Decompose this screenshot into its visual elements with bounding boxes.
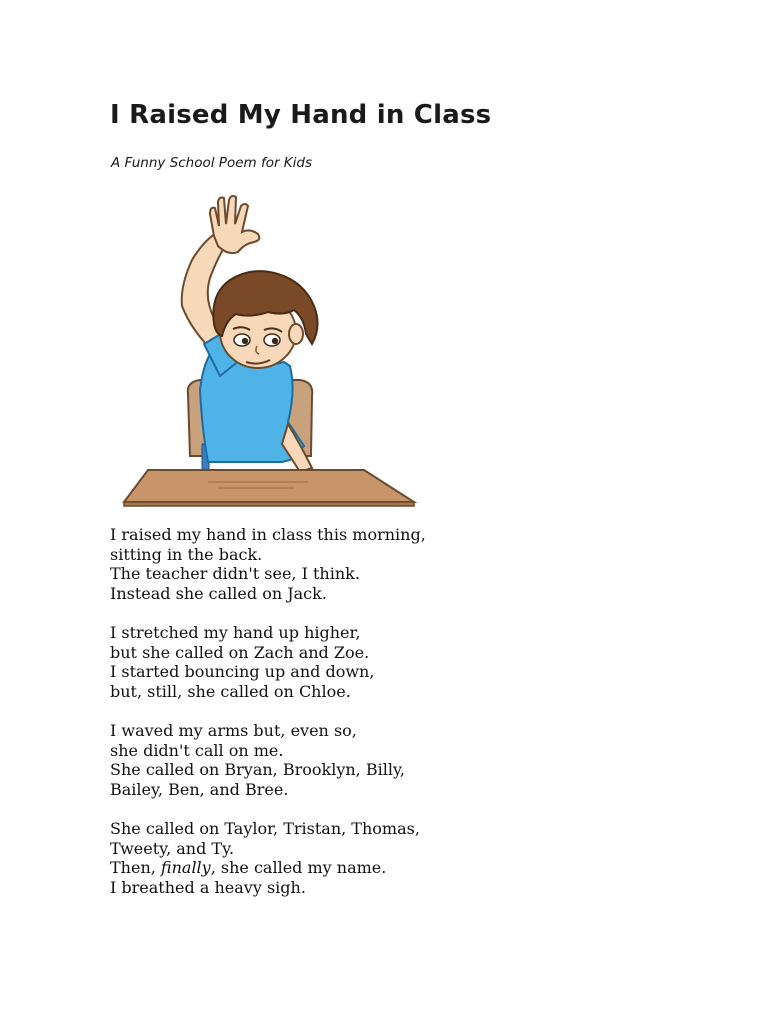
stanza-1 (110, 525, 426, 603)
poem-line: Instead she called on Jack. (110, 583, 327, 603)
poem-line: She called on Taylor, Tristan, Thomas, (110, 818, 420, 838)
poem-line: but, still, she called on Chloe. (110, 681, 351, 701)
desk-edge (124, 502, 414, 506)
poem-line: Tweety, and Ty. (110, 838, 235, 858)
poem-line: The teacher didn't see, I think. (110, 564, 360, 584)
poem-line: I stretched my hand up higher, (110, 622, 361, 642)
stanza-3 (110, 721, 426, 799)
poem-line: Bailey, Ben, and Bree. (110, 779, 289, 799)
poem-title: I Raised My Hand in Class (110, 100, 492, 130)
left-pupil (242, 338, 248, 344)
poem-line: sitting in the back. (110, 544, 263, 564)
poem-subtitle: A Funny School Poem for Kids (111, 155, 313, 171)
emphasized-word: finally (160, 858, 211, 878)
poem-line: I breathed a heavy sigh. (110, 877, 306, 897)
poem-line: she didn't call on me. (110, 740, 284, 760)
poem-body (110, 525, 426, 917)
ear (289, 324, 303, 344)
line-before: Then, (110, 858, 161, 878)
poem-line: but she called on Zach and Zoe. (110, 642, 370, 662)
raised-hand (210, 196, 259, 253)
poem-line: I waved my arms but, even so, (110, 720, 357, 740)
poem-line-emphasis (110, 858, 426, 878)
poem-line: I started bouncing up and down, (110, 662, 375, 682)
desk-top (124, 470, 414, 502)
right-pupil (272, 338, 278, 344)
line-after: , she called my name. (210, 858, 387, 878)
poem-line: I raised my hand in class this morning, (110, 525, 426, 544)
boy-raising-hand-at-desk-illustration (118, 194, 418, 508)
poem-line: She called on Bryan, Brooklyn, Billy, (110, 760, 405, 780)
stanza-4 (110, 819, 426, 897)
stanza-2 (110, 623, 426, 701)
